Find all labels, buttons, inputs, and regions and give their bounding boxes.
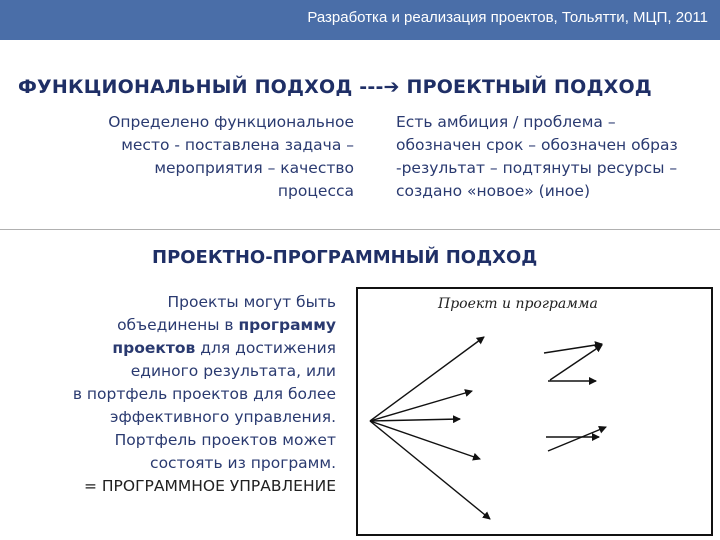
text-line: Определено функциональное bbox=[108, 113, 354, 131]
diagram-frame bbox=[357, 288, 712, 535]
text-line: место - поставлена задача – bbox=[121, 136, 354, 154]
emphasis: программу bbox=[238, 316, 336, 334]
text-line: Есть амбиция / проблема – bbox=[396, 113, 616, 131]
emphasis: проектов bbox=[112, 339, 196, 357]
text-line: объединены в программу bbox=[117, 316, 336, 334]
header-title: Разработка и реализация проектов, Тольятти, МЦП, 2011 bbox=[307, 9, 708, 26]
text-line: единого результата, или bbox=[130, 362, 336, 380]
text-line: обозначен срок – обозначен образ bbox=[396, 136, 678, 154]
program-description bbox=[10, 291, 336, 498]
text-line: мероприятия – качество bbox=[154, 159, 354, 177]
text-line: в портфель проектов для более bbox=[72, 385, 336, 403]
text-line: Проекты могут быть bbox=[167, 293, 336, 311]
section-title-approaches: ФУНКЦИОНАЛЬНЫЙ ПОДХОД ---➔ ПРОЕКТНЫЙ ПОДХОД bbox=[18, 76, 652, 98]
text-line: процесса bbox=[277, 182, 354, 200]
text-line: проектов для достижения bbox=[112, 339, 336, 357]
program-management-line: = ПРОГРАММНОЕ УПРАВЛЕНИЕ bbox=[83, 477, 336, 495]
section-title-program: ПРОЕКТНО-ПРОГРАММНЫЙ ПОДХОД bbox=[152, 247, 538, 268]
section-divider bbox=[0, 229, 720, 230]
text-line: состоять из программ. bbox=[150, 454, 336, 472]
functional-approach-text bbox=[30, 111, 354, 203]
diagram-caption: Проект и программа bbox=[438, 296, 598, 312]
text-line: Портфель проектов может bbox=[114, 431, 336, 449]
text-line: создано «новое» (иное) bbox=[396, 182, 590, 200]
text-line: эффективного управления. bbox=[110, 408, 336, 426]
project-approach-text bbox=[396, 111, 718, 203]
header-bar bbox=[0, 0, 720, 40]
project-program-diagram bbox=[356, 287, 713, 536]
text-line: -результат – подтянуты ресурсы – bbox=[396, 159, 678, 177]
